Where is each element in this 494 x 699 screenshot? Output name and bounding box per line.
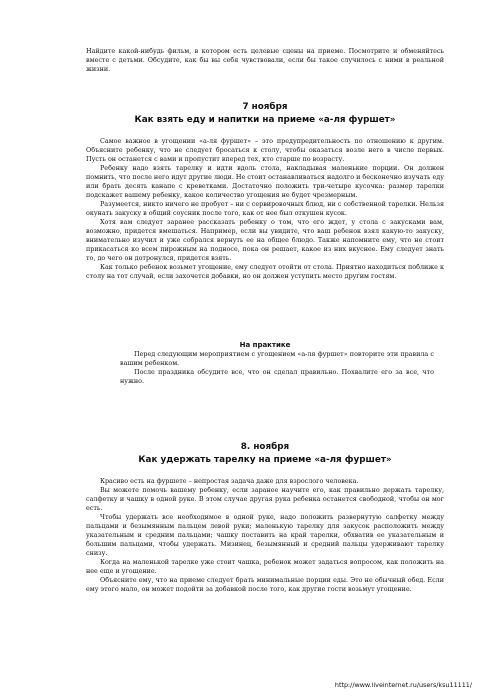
paragraph: Самое важное в угощении «а-ля фуршет» – это предупредительность по отношению к другим. Объясните ребенку, что не следует бросаться к столу, чтобы оказаться возле него в числе первых. Пусть он останется с вами и пропустит вперед тех, кто старше по возрасту. — [86, 137, 444, 163]
practice-item: Перед следующим мероприятием с угощением «а-ля фуршет» повторите эти правила с вашим ребенком. — [120, 350, 434, 367]
practice-title: На практике — [239, 341, 291, 349]
section-7-nov — [86, 101, 444, 281]
practice-item: После праздника обсудите все, что он сделал правильно. Похвалите его за все, что нужно. — [120, 368, 434, 385]
paragraph: Вы можете помочь вашему ребенку, если заранее научите его, как правильно держать тарелку, салфетку и чашку в одной руке. В этом случае другая рука ребенка останется свободной, чтобы он мог есть. — [86, 486, 444, 512]
paragraph: Чтобы удержать все необходимое в одной руке, надо положить развернутую салфетку между пальцами и безымянным пальцем левой руки; маленькую тарелку для закусок расположить между указательным и средним пальцами; чашку поставить на край тарелки, обхватив ее указательным и большим пальцами, чтобы удержать. Мизинец, безымянный и средний пальцы удерживают тарелку снизу. — [86, 513, 444, 557]
paragraph: Красиво есть на фуршете – непростая задача даже для взрослого человека. — [100, 477, 359, 485]
section-8-nov — [86, 441, 444, 594]
paragraph: Объясните ему, что на приеме следует брать минимальные порции еды. Это не обычный обед. Если ему этого мало, он может подойти за добавкой после того, как другие гости возьмут угощение. — [86, 576, 444, 593]
paragraph: Когда на маленькой тарелке уже стоит чашка, ребенок может задаться вопросом, как положить на нее еще и угощение. — [86, 558, 444, 575]
section-date: 8. ноября — [240, 442, 290, 452]
intro-paragraph: Найдите какой-нибудь фильм, в котором есть целевые сцены на приеме. Посмотрите и обменяйтесь вместе с детьми. Обсудите, как бы вы себя чувствовали, если бы такое случилось с ними в реальной жизни. — [86, 47, 444, 73]
section-title: Как взять еду и напитки на приеме «а-ля фуршет» — [134, 115, 396, 125]
footer-url: http://www.liveinternet.ru/users/ksu11111/ — [334, 681, 472, 689]
paragraph: Ребенку надо взять тарелку и идти вдоль стола, накладывая маленькие порции. Он должен помнить, что после него идут другие люди. Не стоит останавливаться надолго и бесконечно изучать еду или брать десять канапе с креветками. Достаточно положить три-четыре кусочка: размер тарелки подскажет вашему ребенку, какое количество угощения не будет чрезмерным. — [86, 164, 444, 199]
paragraph: Как только ребенок возьмет угощение, ему следует отойти от стола. Приятно находиться поближе к столу на тот случай, если захочется добавки, но он должен уступить место другим гостям. — [86, 263, 444, 280]
practice-block — [86, 340, 444, 386]
section-date: 7 ноября — [242, 102, 288, 112]
intro-block — [86, 47, 444, 74]
section-title: Как удержать тарелку на приеме «а-ля фуршет» — [138, 455, 392, 465]
paragraph: Разумеется, никто ничего не пробует – ни с сервировочных блюд, ни с собственной тарелки. Нельзя окунать закуску в общий соусник после того, как от нее был откушен кусок. — [86, 200, 444, 217]
paragraph: Хотя вам следует заранее рассказать ребенку о том, что его ждет, у стола с закусками вам, возможно, придется вмешаться. Например, если вы увидите, что ваш ребенок взял какую-то закуску, внимательно изучил и уже собрался вернуть ее на общее блюдо. Также напомните ему, что не стоит прикасаться ко всем пирожным на подносе, пока он решает, какое из них вкуснее. Ему следует знать то, до чего он дотронулся, придется взять. — [86, 218, 444, 262]
